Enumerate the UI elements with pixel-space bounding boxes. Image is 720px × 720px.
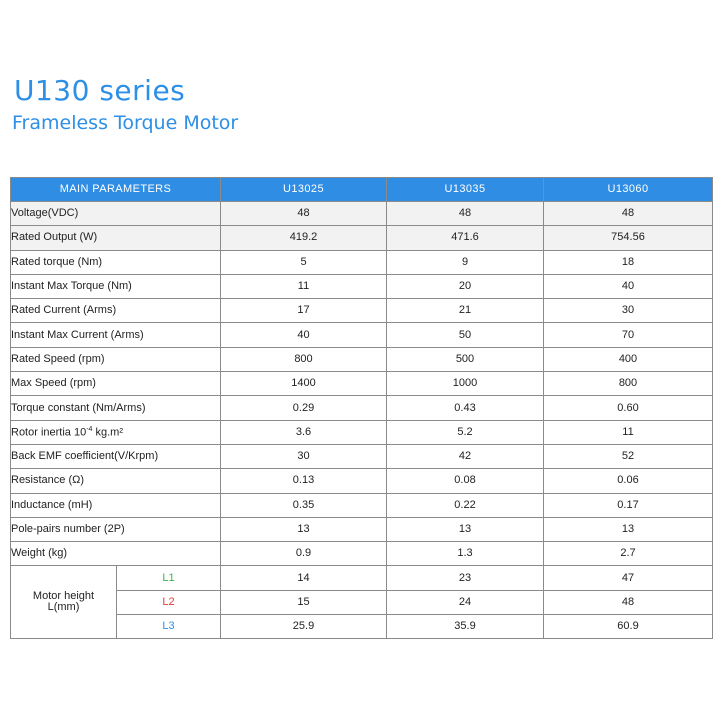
cell-u13035: 20 — [387, 274, 544, 298]
cell-u13060: 400 — [544, 347, 713, 371]
table-row — [11, 396, 713, 420]
table-row — [11, 444, 713, 468]
cell-u13035: 42 — [387, 444, 544, 468]
cell-u13035: 21 — [387, 299, 544, 323]
table-row — [11, 299, 713, 323]
cell-u13060: 0.06 — [544, 469, 713, 493]
cell-u13025: 13 — [221, 517, 387, 541]
label-unit: kg.m² — [92, 426, 124, 439]
cell-u13060: 60.9 — [544, 615, 713, 639]
cell-u13060: 13 — [544, 517, 713, 541]
cell-u13025: 800 — [221, 347, 387, 371]
cell-u13025: 0.9 — [221, 542, 387, 566]
table-row — [11, 493, 713, 517]
cell-u13025: 17 — [221, 299, 387, 323]
cell-u13060: 0.17 — [544, 493, 713, 517]
cell-u13025: 14 — [221, 566, 387, 590]
cell-u13035: 1000 — [387, 372, 544, 396]
row-label: Rated Speed (rpm) — [11, 347, 221, 371]
cell-u13060: 11 — [544, 420, 713, 444]
table-header-row — [11, 178, 713, 202]
row-label: Pole-pairs number (2P) — [11, 517, 221, 541]
page-subtitle: Frameless Torque Motor — [12, 112, 239, 134]
cell-u13035: 48 — [387, 202, 544, 226]
row-label: Torque constant (Nm/Arms) — [11, 396, 221, 420]
row-label-rotor-inertia — [11, 420, 221, 444]
cell-u13035: 24 — [387, 590, 544, 614]
page-title: U130 series — [14, 74, 186, 107]
row-label: Rated Output (W) — [11, 226, 221, 250]
cell-u13035: 471.6 — [387, 226, 544, 250]
cell-u13060: 800 — [544, 372, 713, 396]
table-row-motor-height-l1 — [11, 566, 713, 590]
row-label: Instant Max Torque (Nm) — [11, 274, 221, 298]
table-row-motor-height-l2 — [11, 590, 713, 614]
cell-u13025: 0.35 — [221, 493, 387, 517]
header-u13025: U13025 — [221, 178, 387, 202]
cell-u13025: 5 — [221, 250, 387, 274]
table-row — [11, 469, 713, 493]
cell-u13060: 47 — [544, 566, 713, 590]
table-row — [11, 226, 713, 250]
table-row — [11, 542, 713, 566]
cell-u13025: 419.2 — [221, 226, 387, 250]
cell-u13060: 18 — [544, 250, 713, 274]
header-u13060: U13060 — [544, 178, 713, 202]
cell-u13060: 40 — [544, 274, 713, 298]
cell-u13035: 50 — [387, 323, 544, 347]
cell-u13060: 52 — [544, 444, 713, 468]
cell-u13060: 2.7 — [544, 542, 713, 566]
cell-u13025: 3.6 — [221, 420, 387, 444]
sub-label-l1: L1 — [117, 566, 221, 590]
sub-label-l2: L2 — [117, 590, 221, 614]
table-row — [11, 274, 713, 298]
cell-u13025: 15 — [221, 590, 387, 614]
cell-u13035: 1.3 — [387, 542, 544, 566]
motor-height-group-label — [11, 566, 117, 639]
cell-u13035: 5.2 — [387, 420, 544, 444]
parameters-table — [10, 177, 713, 639]
row-label: Inductance (mH) — [11, 493, 221, 517]
row-label: Voltage(VDC) — [11, 202, 221, 226]
table-row-motor-height-l3 — [11, 615, 713, 639]
table-row — [11, 202, 713, 226]
table-row — [11, 250, 713, 274]
table-row — [11, 372, 713, 396]
table-row — [11, 347, 713, 371]
row-label: Instant Max Current (Arms) — [11, 323, 221, 347]
cell-u13060: 0.60 — [544, 396, 713, 420]
cell-u13060: 70 — [544, 323, 713, 347]
cell-u13025: 25.9 — [221, 615, 387, 639]
row-label: Rated torque (Nm) — [11, 250, 221, 274]
table-row — [11, 420, 713, 444]
row-label: Back EMF coefficient(V/Krpm) — [11, 444, 221, 468]
row-label: Resistance (Ω) — [11, 469, 221, 493]
motor-height-label: Motor height — [32, 590, 95, 603]
cell-u13035: 13 — [387, 517, 544, 541]
motor-height-unit: L(mm) — [47, 601, 80, 614]
cell-u13060: 30 — [544, 299, 713, 323]
table-row — [11, 517, 713, 541]
row-label: Weight (kg) — [11, 542, 221, 566]
cell-u13035: 0.43 — [387, 396, 544, 420]
cell-u13035: 23 — [387, 566, 544, 590]
cell-u13060: 48 — [544, 590, 713, 614]
cell-u13025: 30 — [221, 444, 387, 468]
row-label: Max Speed (rpm) — [11, 372, 221, 396]
sub-label-l3: L3 — [117, 615, 221, 639]
cell-u13060: 48 — [544, 202, 713, 226]
header-main-parameters: MAIN PARAMETERS — [11, 178, 221, 202]
label-exponent: -4 — [86, 425, 93, 433]
cell-u13025: 48 — [221, 202, 387, 226]
cell-u13025: 0.29 — [221, 396, 387, 420]
cell-u13035: 0.22 — [387, 493, 544, 517]
cell-u13060: 754.56 — [544, 226, 713, 250]
cell-u13025: 11 — [221, 274, 387, 298]
label-text: Rotor inertia 10 — [11, 426, 87, 439]
table-row — [11, 323, 713, 347]
cell-u13025: 0.13 — [221, 469, 387, 493]
cell-u13025: 40 — [221, 323, 387, 347]
cell-u13025: 1400 — [221, 372, 387, 396]
cell-u13035: 0.08 — [387, 469, 544, 493]
header-u13035: U13035 — [387, 178, 544, 202]
row-label: Rated Current (Arms) — [11, 299, 221, 323]
cell-u13035: 500 — [387, 347, 544, 371]
cell-u13035: 35.9 — [387, 615, 544, 639]
cell-u13035: 9 — [387, 250, 544, 274]
